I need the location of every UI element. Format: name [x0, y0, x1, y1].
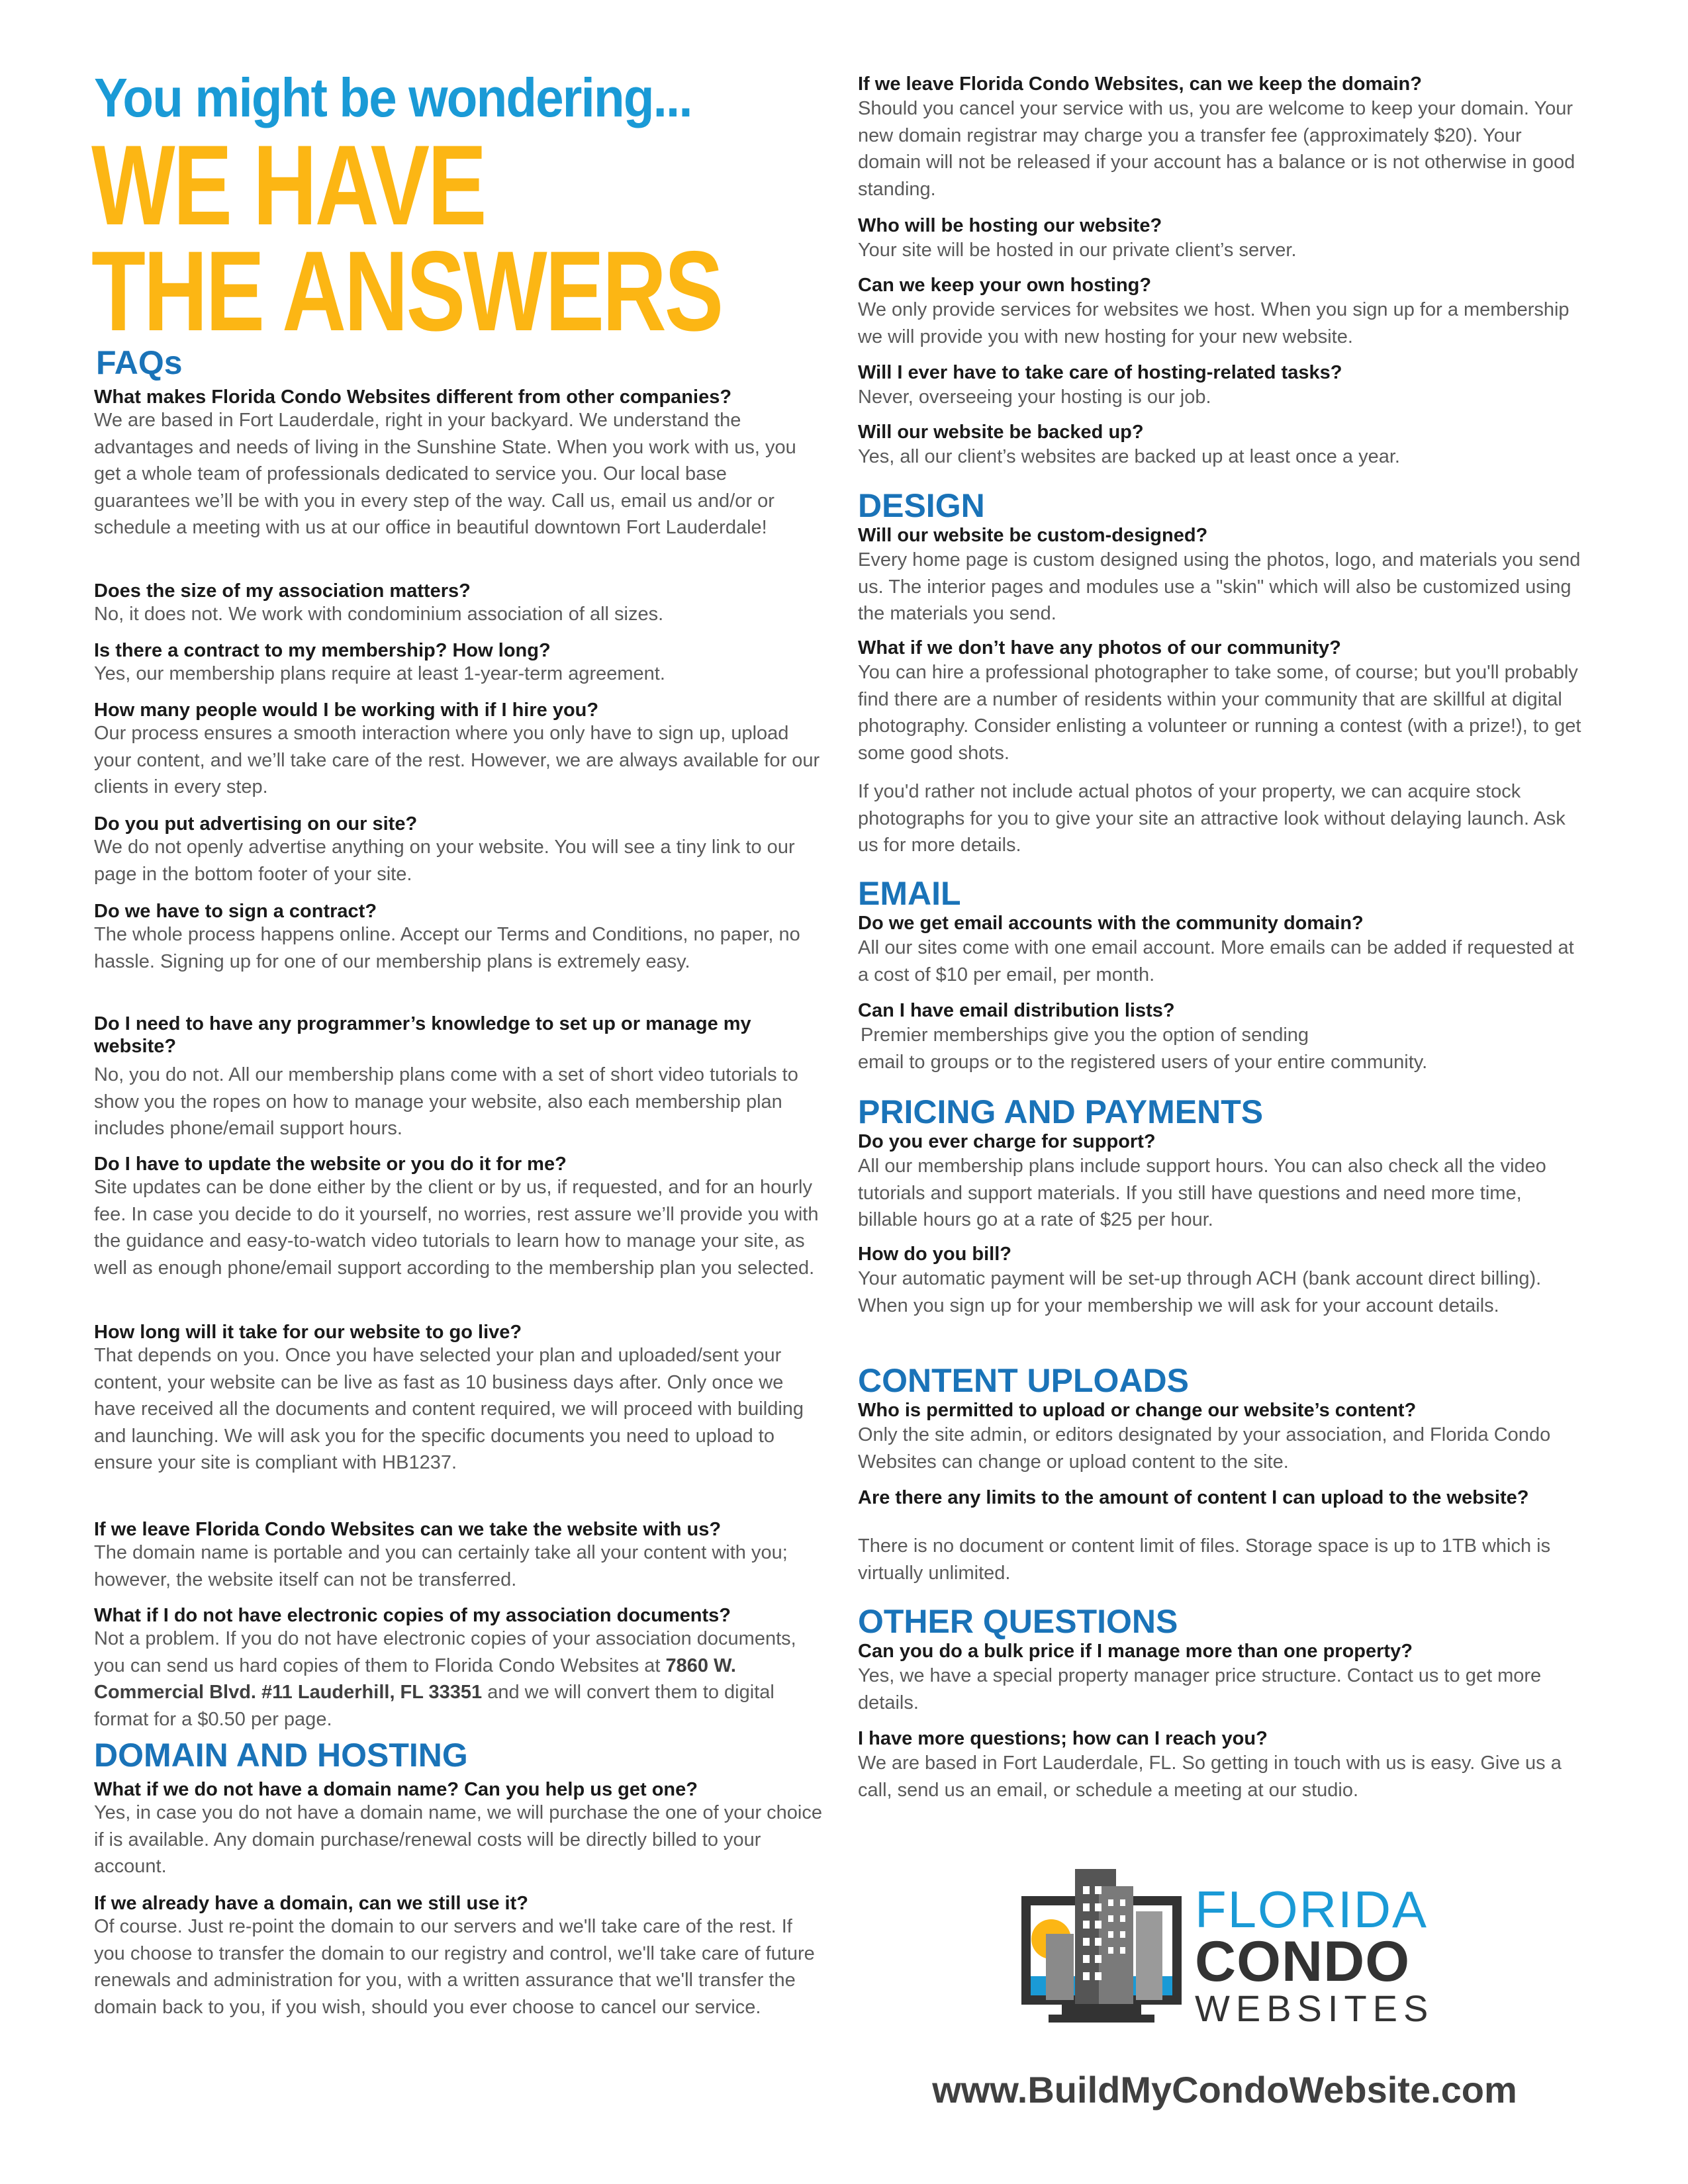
answer-text: Not a problem. If you do not have electronic copies of your association documents, you can send us hard copies of them to Florida Condo Websites at [94, 1628, 796, 1676]
answer: Yes, our membership plans require at least 1-year-term agreement. [94, 663, 665, 684]
question: Do I need to have any programmer’s knowledge to set up or manage my website? [94, 1013, 751, 1057]
answer: No, it does not. We work with condominium association of all sizes. [94, 604, 664, 625]
question: I have more questions; how can I reach you? [858, 1728, 1268, 1749]
question: If we leave Florida Condo Websites, can we keep the domain? [858, 73, 1422, 95]
main-headline [91, 122, 722, 355]
section-title-design: DESIGN [858, 487, 985, 524]
section-title-domain-hosting: DOMAIN AND HOSTING [94, 1737, 468, 1774]
answer-text: and we will convert them to digital format for a $0.50 per page. [94, 1682, 774, 1730]
question: Will our website be custom-designed? [858, 525, 1208, 546]
answer: All our sites come with one email account. More emails can be added if requested at a cost of $10 per email, per month. [858, 937, 1574, 985]
question: What if I do not have electronic copies of my association documents? [94, 1605, 731, 1626]
florida-condo-websites-logo [1019, 1860, 1443, 2029]
question: Do I have to update the website or you do it for me? [94, 1154, 567, 1175]
answer-line: Premier memberships give you the option of sending [861, 1024, 1309, 1046]
section-title-content-uploads: CONTENT UPLOADS [858, 1362, 1189, 1399]
question: What if we don’t have any photos of our community? [858, 637, 1341, 659]
question: Are there any limits to the amount of content I can upload to the website? [858, 1487, 1529, 1508]
question: How long will it take for our website to go live? [94, 1322, 522, 1343]
answer: Your automatic payment will be set-up through ACH (bank account direct billing). When you sign up for your membership we will ask for your account details. [858, 1268, 1542, 1316]
answer: The domain name is portable and you can certainly take all your content with you; however, the website itself can not be transferred. [94, 1542, 788, 1590]
question: What makes Florida Condo Websites different from other companies? [94, 387, 732, 408]
logo-word-florida: FLORIDA [1195, 1880, 1429, 1938]
answer: Of course. Just re-point the domain to our servers and we'll take care of the rest. If you choose to transfer the domain to our registry and control, we'll take care of future renewals and administration for you, with a written assurance that we'll transfer the domain back to you, if you wish, should you ever choose to cancel our service. [94, 1916, 815, 2018]
answer: If you'd rather not include actual photos of your property, we can acquire stock photographs for you to give your site an attractive look without delaying launch. Ask us for more details. [858, 781, 1566, 856]
question: Do we have to sign a contract? [94, 901, 377, 922]
logo-word-websites: WEBSITES [1195, 1987, 1434, 2029]
answer [94, 1625, 822, 1733]
question: How many people would I be working with if I hire you? [94, 700, 599, 721]
question: Do you ever charge for support? [858, 1131, 1156, 1152]
question: Who is permitted to upload or change our website’s content? [858, 1400, 1417, 1421]
kicker-heading: You might be wondering... [94, 67, 692, 128]
headline-line-2: THE ANSWERS [91, 228, 722, 355]
answer: Our process ensures a smooth interaction where you only have to sign up, upload your content, and we’ll take care of the rest. However, we are always available for our clients in every step. [94, 723, 820, 797]
section-title-pricing: PRICING AND PAYMENTS [858, 1093, 1264, 1130]
answer: Every home page is custom designed using the photos, logo, and materials you send us. The interior pages and modules use a "skin" which will also be customized using the materials you send. [858, 549, 1581, 624]
answer: Yes, all our client’s websites are backed up at least once a year. [858, 446, 1400, 467]
question: If we already have a domain, can we still use it? [94, 1893, 528, 1914]
question: Will I ever have to take care of hosting-related tasks? [858, 362, 1342, 383]
question: Can we keep your own hosting? [858, 275, 1152, 296]
logo-word-condo: CONDO [1195, 1930, 1411, 1993]
answer: We are based in Fort Lauderdale, FL. So getting in touch with us is easy. Give us a call, send us an email, or schedule a meeting at our studio. [858, 1752, 1562, 1801]
section-title-other-questions: OTHER QUESTIONS [858, 1603, 1178, 1640]
answer: Never, overseeing your hosting is our job. [858, 387, 1211, 408]
answer: All our membership plans include support hours. You can also check all the video tutorials and support materials. If you still have questions and need more time, billable hours go at a rate of $25 per hour. [858, 1156, 1546, 1230]
answer: No, you do not. All our membership plans come with a set of short video tutorials to show you the ropes on how to manage your website, also each membership plan includes phone/email support hours. [94, 1064, 798, 1139]
website-url[interactable]: www.BuildMyCondoWebsite.com [932, 2069, 1517, 2111]
question: If we leave Florida Condo Websites can we take the website with us? [94, 1519, 722, 1540]
question: Do we get email accounts with the community domain? [858, 913, 1364, 934]
answer: Only the site admin, or editors designated by your association, and Florida Condo Websites can change or upload content to the site. [858, 1424, 1551, 1473]
answer [858, 1022, 1586, 1075]
answer-line: email to groups or to the registered users of your entire community. [858, 1051, 1428, 1073]
question: Who will be hosting our website? [858, 215, 1162, 236]
answer: Should you cancel your service with us, you are welcome to keep your domain. Your new domain registrar may charge you a transfer fee (approximately $20). Your domain will not be released if your account has a balance or is not otherwise in good standing. [858, 98, 1575, 200]
question: Can I have email distribution lists? [858, 1000, 1175, 1021]
question: Do you put advertising on our site? [94, 813, 418, 835]
monitor-buildings-icon [1019, 1860, 1185, 2025]
question: Does the size of my association matters? [94, 580, 471, 602]
answer: There is no document or content limit of files. Storage space is up to 1TB which is virtually unlimited. [858, 1535, 1551, 1584]
question: How do you bill? [858, 1244, 1011, 1265]
answer: We are based in Fort Lauderdale, right in your backyard. We understand the advantages and needs of living in the Sunshine State. When you work with us, you get a whole team of professionals dedicated to service you. Our local base guarantees we’ll be with you in every step of the way. Call us, email us and/or or schedule a meeting with us at our office in beautiful downtown Fort Lauderdale! [94, 410, 796, 538]
mailing-address: 7860 W. Commercial Blvd. #11 Lauderhill, FL 33351 [94, 1655, 736, 1703]
answer: Yes, we have a special property manager price structure. Contact us to get more details. [858, 1665, 1542, 1713]
answer: Your site will be hosted in our private client’s server. [858, 240, 1297, 261]
question: Is there a contract to my membership? How long? [94, 640, 551, 661]
headline-line-1: WE HAVE [91, 122, 485, 249]
section-title-faqs: FAQs [96, 344, 183, 381]
answer: Yes, in case you do not have a domain name, we will purchase the one of your choice if is available. Any domain purchase/renewal costs will be directly billed to your account. [94, 1802, 822, 1877]
answer: You can hire a professional photographer to take some, of course; but you'll probably find there are a number of residents within your community that are skillful at digital photography. Consider enlisting a volunteer or running a contest (with a prize!), to get some good shots. [858, 662, 1581, 764]
question: What if we do not have a domain name? Can you help us get one? [94, 1779, 698, 1800]
answer: Site updates can be done either by the client or by us, if requested, and for an hourly fee. In case you decide to do it yourself, no worries, rest assure we’ll provide you with the guidance and easy-to-watch video tutorials to learn how to manage your site, as well as enough phone/email support according to the membership plan you selected. [94, 1177, 819, 1279]
answer: We do not openly advertise anything on your website. You will see a tiny link to our page in the bottom footer of your site. [94, 837, 795, 885]
question: Can you do a bulk price if I manage more than one property? [858, 1641, 1413, 1662]
answer: That depends on you. Once you have selected your plan and uploaded/sent your content, your website can be live as fast as 10 business days after. Only once we have received all the documents and content required, we will proceed with building and launching. We will ask you for the specific documents you need to upload to ensure your site is compliant with HB1237. [94, 1345, 804, 1473]
question: Will our website be backed up? [858, 422, 1144, 443]
answer: The whole process happens online. Accept our Terms and Conditions, no paper, no hassle. Signing up for one of our membership plans is extremely easy. [94, 924, 800, 972]
section-title-email: EMAIL [858, 875, 961, 912]
answer: We only provide services for websites we host. When you sign up for a membership we will provide you with new hosting for your new website. [858, 299, 1570, 347]
